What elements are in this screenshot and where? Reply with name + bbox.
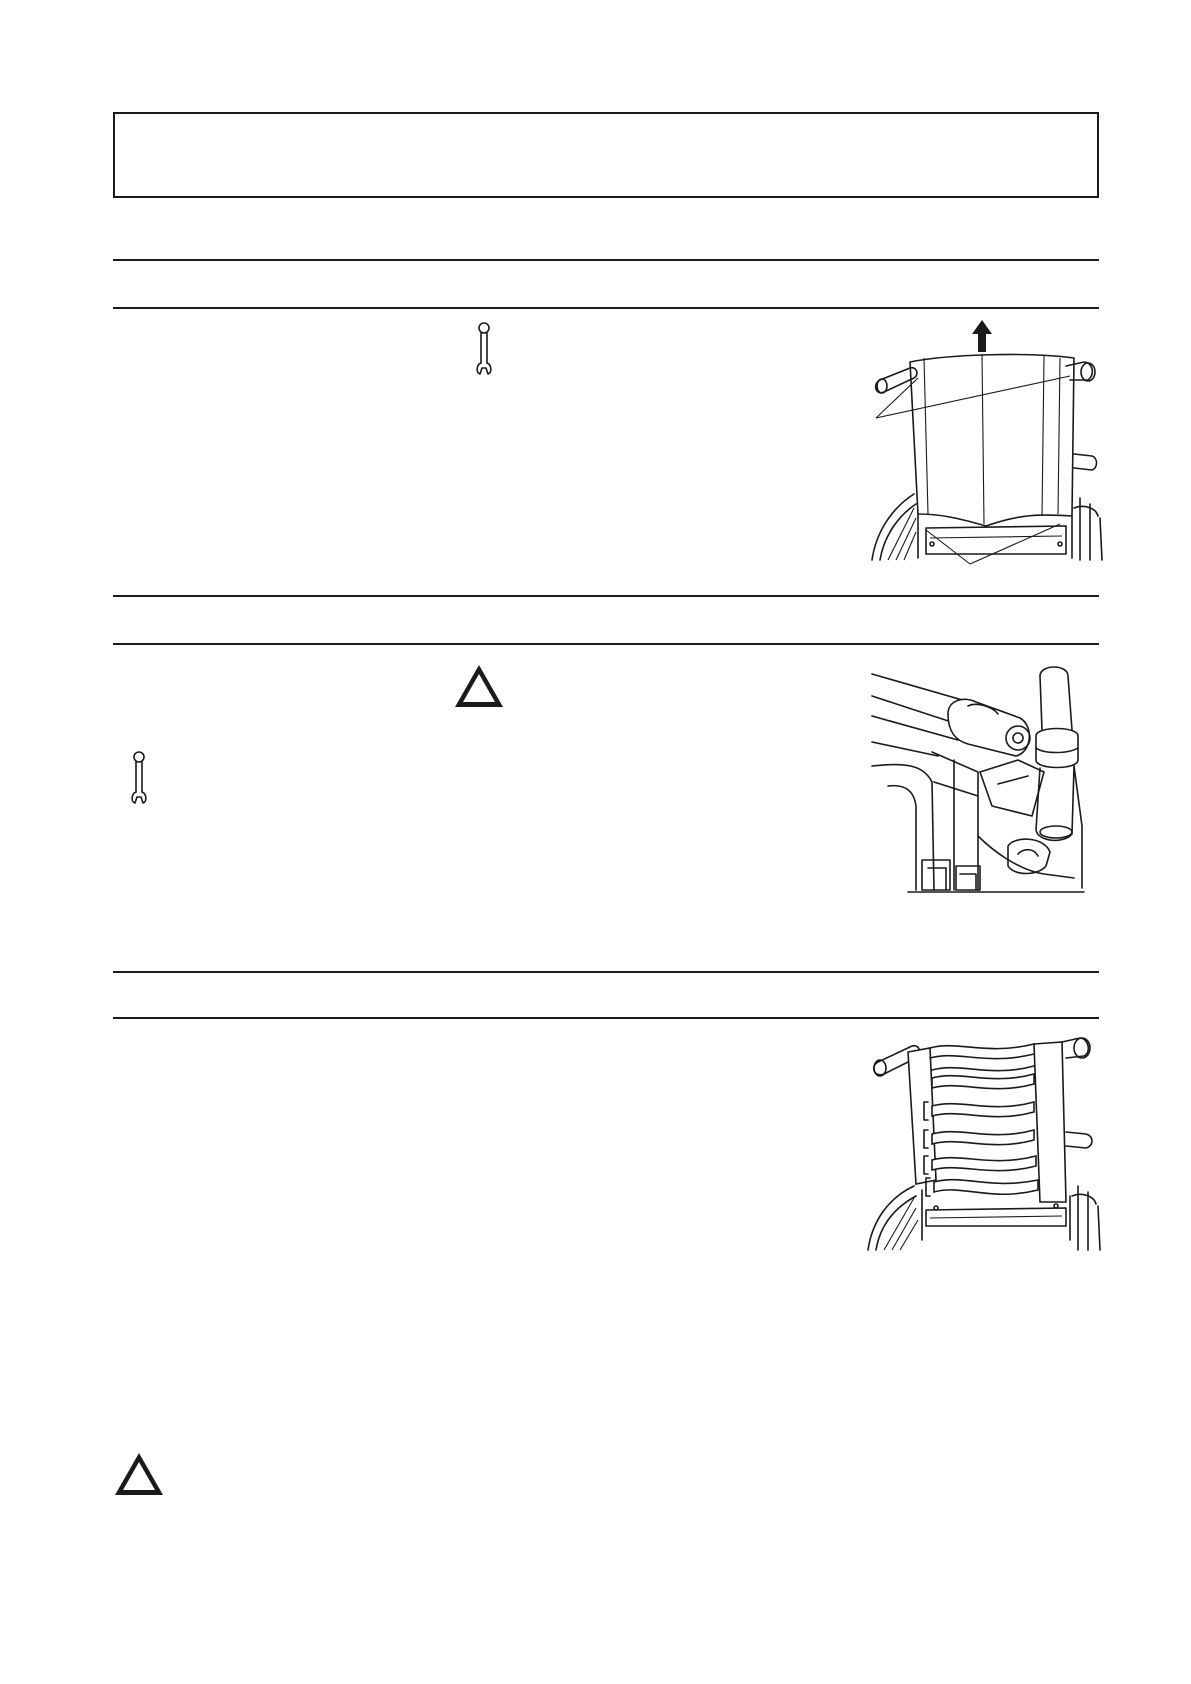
backrest-straps-illustration bbox=[866, 1026, 1102, 1252]
section-3-top-rule bbox=[113, 971, 1099, 973]
section-2-header-rule bbox=[113, 643, 1099, 645]
wheelchair-backrest-removal-illustration bbox=[870, 318, 1106, 564]
section-3-header-rule bbox=[113, 1017, 1099, 1019]
section-2-top-rule bbox=[113, 595, 1099, 597]
warning-triangle-icon bbox=[114, 1452, 164, 1496]
section-1-header-rule bbox=[113, 307, 1099, 309]
wrench-icon bbox=[472, 319, 496, 375]
header-box bbox=[113, 112, 1099, 198]
backrest-hinge-detail-illustration bbox=[868, 656, 1088, 898]
warning-triangle-icon bbox=[454, 664, 504, 708]
up-arrow-icon bbox=[972, 320, 992, 352]
wrench-icon bbox=[127, 748, 151, 804]
section-1-top-rule bbox=[113, 259, 1099, 261]
